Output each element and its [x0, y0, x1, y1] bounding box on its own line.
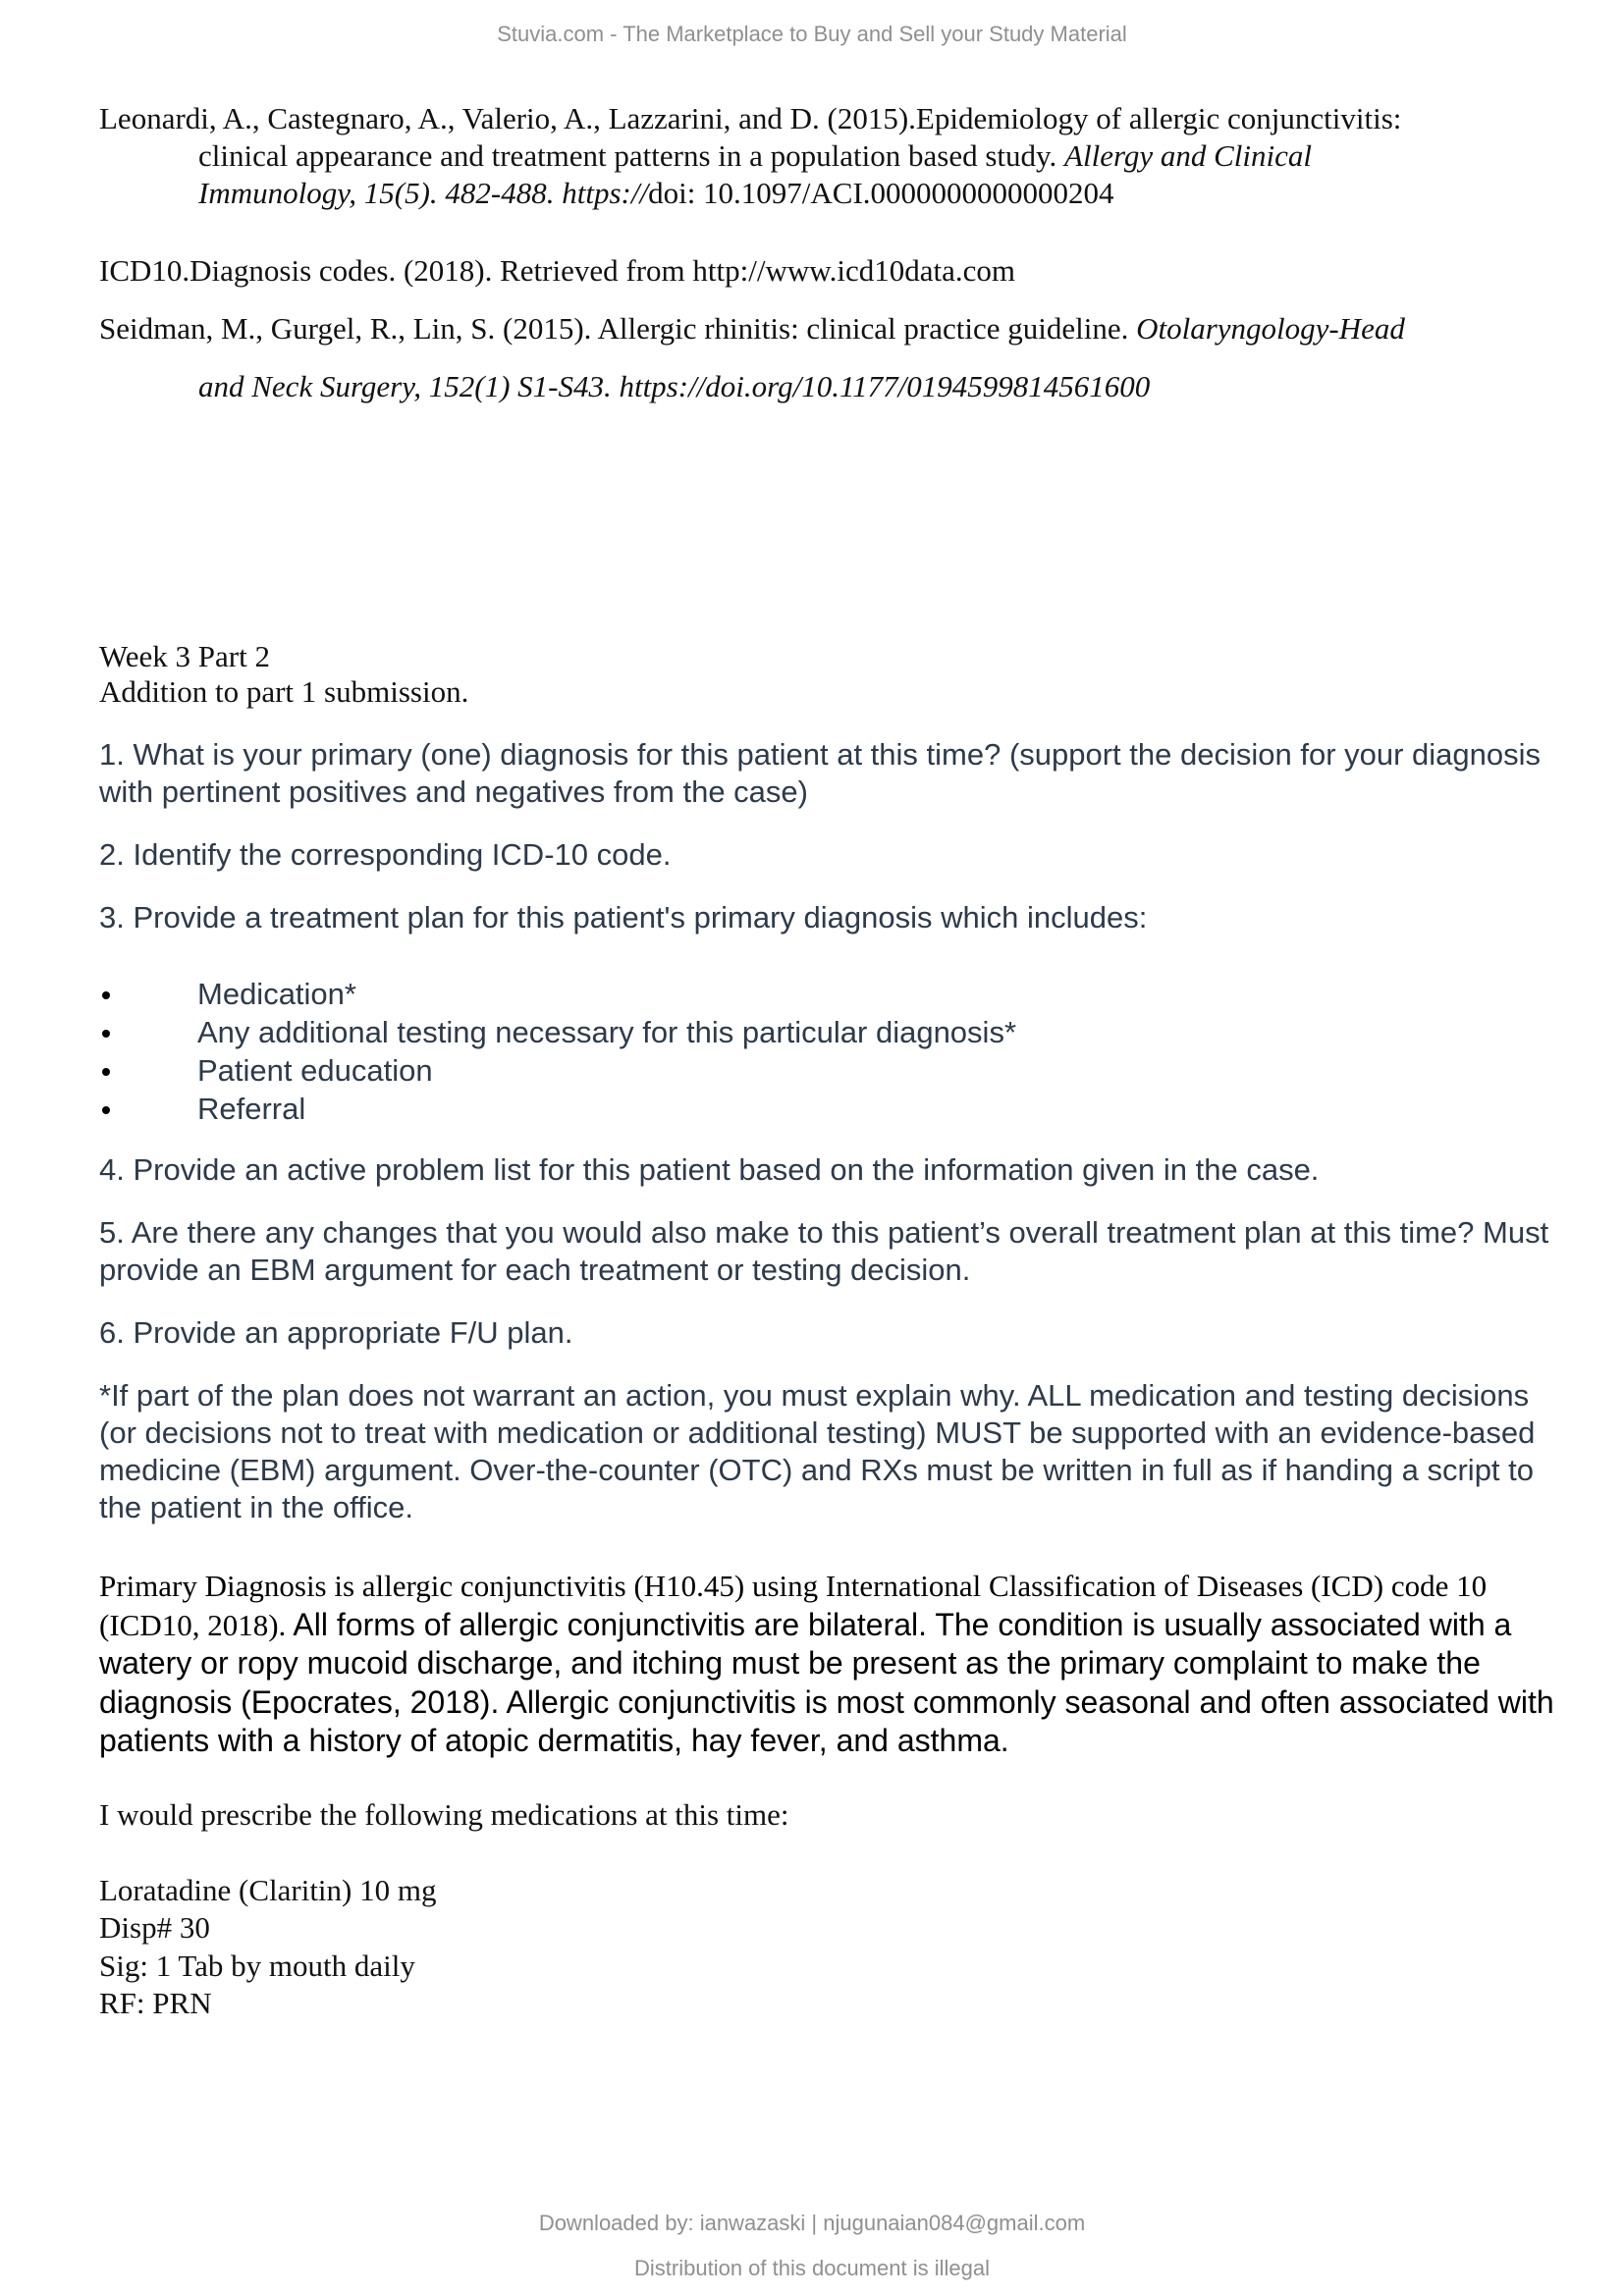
prescription-drug: Loratadine (Claritin) 10 mg — [99, 1873, 437, 1907]
question-3: 3. Provide a treatment plan for this patient's primary diagnosis which includes: — [99, 900, 1148, 934]
primary-diagnosis-paragraph — [99, 1568, 1572, 1761]
diagnosis-serif-text: Primary Diagnosis is allergic conjunctivitis (H10.45) using International Classification of Diseases (ICD) code 10 (ICD10, 2018). — [99, 1569, 1488, 1642]
question-4: 4. Provide an active problem list for this patient based on the information given in the case. — [99, 1152, 1320, 1187]
list-item: Patient education — [99, 1051, 1016, 1090]
reference-leonardi-line3: Immunology, 15(5). 482-488. https://doi: 10.1097/ACI.0000000000000204 — [198, 176, 1114, 210]
prescription-intro: I would prescribe the following medications at this time: — [99, 1797, 789, 1832]
question-2: 2. Identify the corresponding ICD-10 code. — [99, 837, 672, 872]
prescription-sig: Sig: 1 Tab by mouth daily — [99, 1949, 415, 1983]
reference-seidman — [99, 310, 1552, 405]
reference-leonardi — [99, 100, 1552, 212]
diagnosis-sans-text: All forms of allergic conjunctivitis are bilateral. The condition is usually associated with a watery or ropy mucoid discharge, and itching must be present as the primary complaint to make the diagnosis (Epocrates, 2018). Allergic conjunctivitis is most commonly seasonal and often associated with patients with a history of atopic dermatitis, hay fever, and asthma. — [99, 1606, 1554, 1758]
list-item: Referral — [99, 1090, 1016, 1128]
instructions-note: *If part of the plan does not warrant an action, you must explain why. ALL medication and testing decisions (or decisions not to treat with medication or additional testing) MUST be supported with an evidence-based medicine (EBM) argument. Over-the-counter (OTC) and RXs must be written in full as if handing a script to the patient in the office. — [99, 1378, 1536, 1524]
reference-seidman-line2: and Neck Surgery, 152(1) S1-S43. https://doi.org/10.1177/0194599814561600 — [198, 369, 1151, 403]
reference-icd10: ICD10.Diagnosis codes. (2018). Retrieved from http://www.icd10data.com — [99, 253, 1015, 288]
footer-downloaded: Downloaded by: ianwazaski | njugunaian084@gmail.com — [538, 2211, 1086, 2235]
question-6: 6. Provide an appropriate F/U plan. — [99, 1315, 573, 1350]
section-title: Week 3 Part 2 — [99, 639, 270, 673]
question-1: 1. What is your primary (one) diagnosis for this patient at this time? (support the decision for your diagnosis with pertinent positives and negatives from the case) — [99, 737, 1542, 809]
prescription-disp: Disp# 30 — [99, 1910, 210, 1945]
reference-leonardi-line1: Leonardi, A., Castegnaro, A., Valerio, A., Lazzarini, and D. (2015).Epidemiology of allergic conjunctivitis: — [99, 101, 1402, 135]
reference-leonardi-line2: clinical appearance and treatment patterns in a population based study. Allergy and Clinical — [198, 138, 1313, 173]
question-5: 5. Are there any changes that you would also make to this patient’s overall treatment plan at this time? Must provide an EBM argument for each treatment or testing decision. — [99, 1215, 1549, 1287]
prescription-refills: RF: PRN — [99, 1986, 212, 2020]
list-item: Any additional testing necessary for this particular diagnosis* — [99, 1013, 1016, 1051]
list-item: Medication* — [99, 975, 1016, 1013]
footer-distribution: Distribution of this document is illegal — [634, 2256, 990, 2280]
section-subtitle: Addition to part 1 submission. — [99, 674, 469, 709]
treatment-plan-list — [99, 975, 1016, 1128]
reference-seidman-line1: Seidman, M., Gurgel, R., Lin, S. (2015). Allergic rhinitis: clinical practice guideline. Otolaryngology-Head — [99, 311, 1405, 346]
site-header: Stuvia.com - The Marketplace to Buy and Sell your Study Material — [497, 22, 1127, 46]
